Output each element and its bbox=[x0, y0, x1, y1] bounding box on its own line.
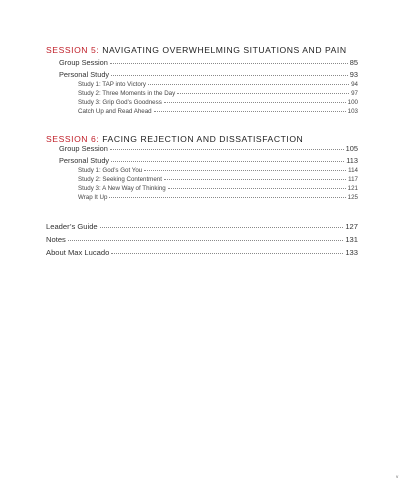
toc-entry-label: Notes bbox=[46, 235, 66, 244]
toc-entry-s6-study-3[interactable] bbox=[78, 186, 358, 192]
dot-leader bbox=[110, 149, 344, 150]
toc-entry-page: 94 bbox=[351, 81, 358, 88]
dot-leader bbox=[148, 84, 349, 85]
dot-leader bbox=[68, 240, 343, 241]
toc-entry-label: Group Session bbox=[59, 144, 108, 153]
toc-entry-about-author[interactable] bbox=[46, 249, 358, 257]
toc-entry-page: 131 bbox=[345, 235, 358, 244]
toc-entry-page: 85 bbox=[349, 58, 358, 67]
session-6-heading: FACING REJECTION AND DISSATISFACTION bbox=[102, 134, 304, 144]
toc-entry-label: Personal Study bbox=[59, 156, 110, 165]
toc-entry-page: 125 bbox=[347, 194, 358, 201]
session-6-title bbox=[46, 134, 364, 144]
toc-entry-label: Study 3: A New Way of Thinking bbox=[78, 185, 166, 192]
toc-entry-leaders-guide[interactable] bbox=[46, 223, 358, 231]
dot-leader bbox=[144, 170, 346, 171]
toc-entry-label: Personal Study bbox=[59, 70, 110, 79]
toc-entry-notes[interactable] bbox=[46, 236, 358, 244]
toc-entry-page: 93 bbox=[349, 70, 358, 79]
toc-entry-s5-personal-study[interactable] bbox=[59, 71, 358, 78]
dot-leader bbox=[154, 111, 346, 112]
toc-entry-page: 127 bbox=[345, 222, 358, 231]
toc-entry-s5-study-1[interactable] bbox=[78, 82, 358, 88]
dot-leader bbox=[111, 253, 343, 254]
toc-entry-s5-group-session[interactable] bbox=[59, 59, 358, 66]
toc-entry-page: 117 bbox=[348, 176, 358, 183]
toc-entry-s5-study-2[interactable] bbox=[78, 91, 358, 97]
dot-leader bbox=[177, 93, 349, 94]
dot-leader bbox=[111, 161, 344, 162]
toc-entry-s5-catch-up[interactable] bbox=[78, 109, 358, 115]
toc-entry-label: Study 2: Seeking Contentment bbox=[78, 176, 162, 183]
session-5-prefix: SESSION 5: bbox=[46, 45, 100, 55]
toc-entry-s6-study-1[interactable] bbox=[78, 168, 358, 174]
toc-entry-label: Wrap It Up bbox=[78, 194, 108, 201]
dot-leader bbox=[164, 179, 346, 180]
toc-entry-page: 97 bbox=[351, 90, 358, 97]
toc-entry-s6-study-2[interactable] bbox=[78, 177, 358, 183]
page-number: v bbox=[396, 474, 399, 479]
dot-leader bbox=[100, 227, 344, 228]
toc-entry-page: 100 bbox=[347, 99, 358, 106]
dot-leader bbox=[111, 75, 348, 76]
toc-entry-page: 113 bbox=[346, 156, 358, 165]
session-6-prefix: SESSION 6: bbox=[46, 134, 100, 144]
dot-leader bbox=[168, 188, 346, 189]
session-5-heading: NAVIGATING OVERWHELMING SITUATIONS AND PAIN bbox=[102, 45, 347, 55]
toc-entry-label: About Max Lucado bbox=[46, 248, 110, 257]
toc-entry-label: Study 3: Grip God’s Goodness bbox=[78, 99, 162, 106]
toc-entry-label: Group Session bbox=[59, 58, 108, 67]
dot-leader bbox=[110, 63, 348, 64]
toc-entry-page: 103 bbox=[347, 108, 358, 115]
toc-entry-label: Study 1: TAP into Victory bbox=[78, 81, 146, 88]
toc-entry-s6-personal-study[interactable] bbox=[59, 157, 358, 164]
toc-entry-label: Catch Up and Read Ahead bbox=[78, 108, 152, 115]
toc-entry-label: Leader’s Guide bbox=[46, 222, 98, 231]
toc-entry-s6-group-session[interactable] bbox=[59, 145, 358, 152]
toc-entry-s5-study-3[interactable] bbox=[78, 100, 358, 106]
toc-entry-page: 121 bbox=[347, 185, 358, 192]
toc-entry-label: Study 2: Three Moments in the Day bbox=[78, 90, 176, 97]
dot-leader bbox=[164, 102, 346, 103]
toc-entry-page: 133 bbox=[345, 248, 358, 257]
toc-entry-label: Study 1: God’s Got You bbox=[78, 167, 143, 174]
toc-entry-page: 105 bbox=[345, 144, 358, 153]
dot-leader bbox=[109, 197, 345, 198]
toc-entry-s6-wrap-up[interactable] bbox=[78, 195, 358, 201]
toc-entry-page: 114 bbox=[348, 167, 358, 174]
session-5-title bbox=[46, 45, 364, 55]
